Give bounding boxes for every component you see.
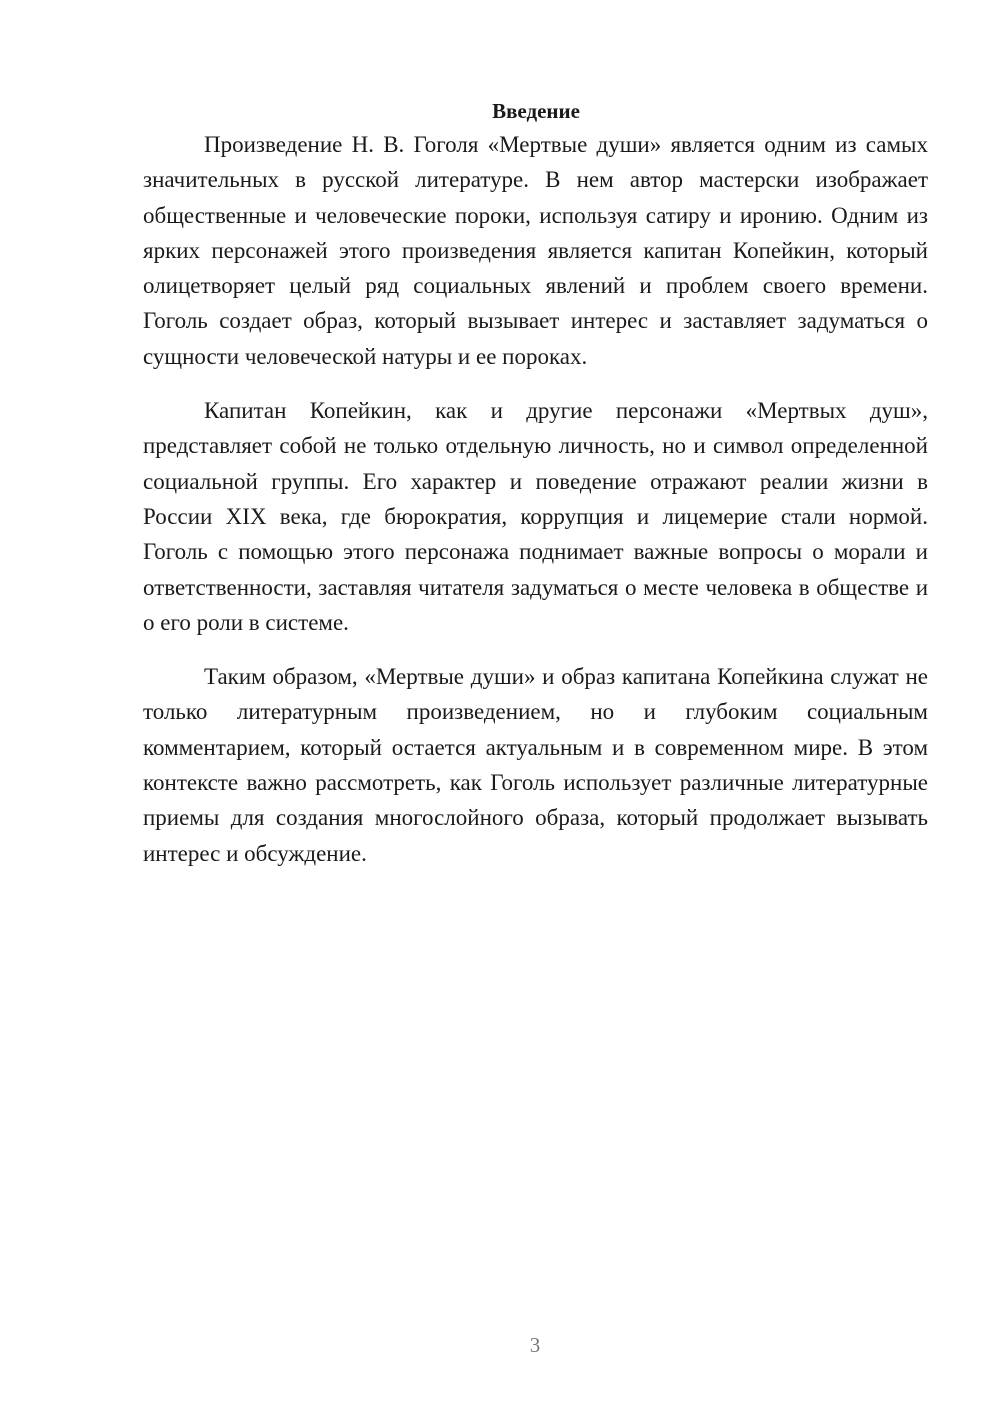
page-number: 3 [529,1333,541,1357]
paragraph-3: Таким образом, «Мертвые души» и образ капитана Копейкина служат не только литературным произведением, но и глубоким социальным комментарием, который остается актуальным и в современном мире. В этом контексте важно рассмотреть, как Гоголь использует различные литературные приемы для создания многослойного образа, который продолжает вызывать интерес и обсуждение. [143,664,928,866]
paragraph-2: Капитан Копейкин, как и другие персонажи «Мертвых душ», представляет собой не только отдельную личность, но и символ определенной социальной группы. Его характер и поведение отражают реалии жизни в России XIX века, где бюрократия, коррупция и лицемерие стали нормой. Гоголь с помощью этого персонажа поднимает важные вопросы о морали и ответственности, заставляя читателя задуматься о месте человека в обществе и о его роли в системе. [143,398,928,635]
paragraph-1: Произведение Н. В. Гоголя «Мертвые души» является одним из самых значительных в русской литературе. В нем автор мастерски изображает общественные и человеческие пороки, используя сатиру и иронию. Одним из ярких персонажей этого произведения является капитан Копейкин, который олицетворяет целый ряд социальных явлений и проблем своего времени. Гоголь создает образ, который вызывает интерес и заставляет задуматься о сущности человеческой натуры и ее пороках. [143,132,928,369]
page-body [143,96,928,890]
section-heading: Введение [492,99,580,123]
